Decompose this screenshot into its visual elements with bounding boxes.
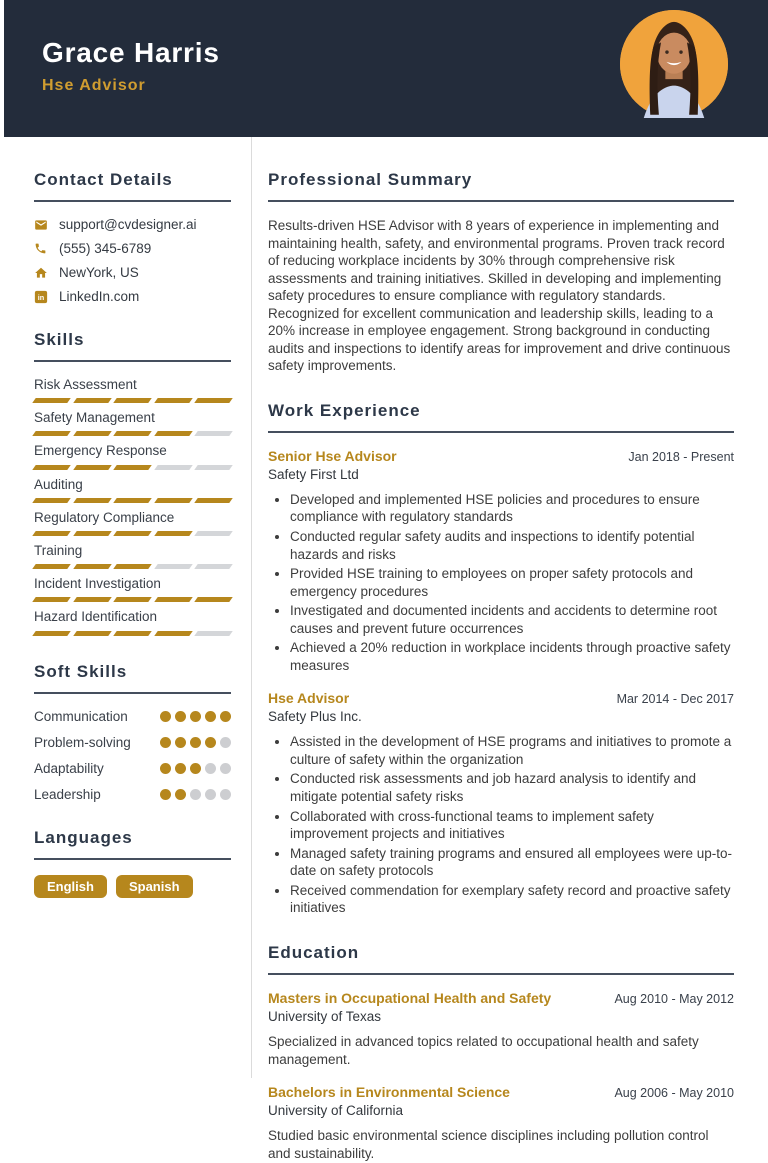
skill-item xyxy=(34,609,231,635)
header xyxy=(4,0,768,137)
soft-skill-label: Problem-solving xyxy=(34,734,131,750)
summary-text: Results-driven HSE Advisor with 8 years of experience in implementing and maintaining health, safety, and environmental programs. Proven track record of reducing workplace incidents by 30% through comprehensive risk assessments and training initiatives. Skilled in developing and implementing safety procedures to ensure compliance with regulatory standards. Recognized for excellent communication and leadership skills, leading to a 20% increase in employee engagement. Strong background in conducting audits and inspections to identify areas for improvement and drive continuous safety improvements. xyxy=(268,218,731,374)
skill-bar-segment xyxy=(154,431,192,436)
skill-bar-segment xyxy=(195,631,233,636)
languages-list xyxy=(34,875,231,898)
soft-skill-label: Leadership xyxy=(34,786,101,802)
skill-item xyxy=(34,377,231,403)
soft-skill-dot xyxy=(175,737,186,748)
education-header xyxy=(268,1084,734,1100)
school-name: University of Texas xyxy=(268,1008,382,1024)
job-bullets xyxy=(268,491,734,674)
skill-bar xyxy=(34,398,231,403)
skill-bar-segment xyxy=(154,597,192,602)
skill-bar-segment xyxy=(32,498,70,503)
job-bullets xyxy=(268,733,734,916)
education-description: Specialized in advanced topics related to occupational health and safety management. xyxy=(268,1033,699,1067)
soft-skill-dot xyxy=(205,763,216,774)
job-header xyxy=(268,448,734,464)
skill-item xyxy=(34,410,231,436)
contact-item-text: NewYork, US xyxy=(59,265,139,280)
job-entry xyxy=(268,690,734,916)
contact-item xyxy=(34,265,231,280)
soft-skill-label: Communication xyxy=(34,708,128,724)
linkedin-icon xyxy=(34,290,48,304)
person-name: Grace Harris xyxy=(42,37,220,68)
heading-divider xyxy=(34,692,231,694)
skill-bar-segment xyxy=(32,531,70,536)
soft-skill-dot xyxy=(190,737,201,748)
bullet-item: • Conducted regular safety audits and inspections to identify potential hazards and risks xyxy=(290,528,734,563)
skill-bar-segment xyxy=(195,398,233,403)
education-entry xyxy=(268,1084,734,1163)
education-section xyxy=(268,943,734,1163)
job-title: Hse Advisor xyxy=(268,690,350,707)
bullet-item: • Conducted risk assessments and job hazard analysis to identify and mitigate potential safety risks xyxy=(290,770,734,805)
svg-text:in: in xyxy=(37,292,45,302)
skill-label: Safety Management xyxy=(34,410,155,426)
soft-skill-dot xyxy=(190,763,201,774)
skill-bar-segment xyxy=(73,531,111,536)
contact-item-text[interactable]: support@cvdesigner.ai xyxy=(59,217,197,232)
skill-bar-segment xyxy=(32,465,70,470)
skill-label: Auditing xyxy=(34,476,83,492)
heading-divider xyxy=(34,858,231,860)
bullet-item: • Developed and implemented HSE policies and procedures to ensure compliance with regulatory standards xyxy=(290,491,734,526)
contact-section xyxy=(34,170,231,304)
contact-heading: Contact Details xyxy=(34,170,173,189)
home-icon xyxy=(34,266,48,280)
skill-bar-segment xyxy=(154,631,192,636)
education-list xyxy=(268,990,734,1163)
skill-bar-segment xyxy=(154,564,192,569)
skill-bar-segment xyxy=(195,597,233,602)
education-heading: Education xyxy=(268,942,360,962)
skill-item xyxy=(34,576,231,602)
summary-section xyxy=(268,170,734,375)
bullet-item: • Provided HSE training to employees on proper safety protocols and emergency procedures xyxy=(290,565,734,600)
soft-skill-dot xyxy=(175,711,186,722)
jobs-list xyxy=(268,448,734,917)
education-header xyxy=(268,990,734,1006)
job-title-company xyxy=(268,448,397,464)
bullet-item: • Managed safety training programs and ensured all employees were up-to-date on safety protocols xyxy=(290,845,734,880)
soft-skill-item xyxy=(34,761,231,776)
soft-skill-item xyxy=(34,709,231,724)
heading-divider xyxy=(268,431,734,433)
skill-bar-segment xyxy=(195,431,233,436)
skill-label: Incident Investigation xyxy=(34,576,161,592)
envelope-icon xyxy=(34,218,48,232)
skill-item xyxy=(34,510,231,536)
skill-label: Emergency Response xyxy=(34,443,167,459)
skill-bar-segment xyxy=(73,398,111,403)
bullet-item: • Investigated and documented incidents and accidents to determine root causes and prevent future occurrences xyxy=(290,602,734,637)
skill-bar-segment xyxy=(195,465,233,470)
job-title: Senior Hse Advisor xyxy=(268,447,397,464)
skills-section xyxy=(34,330,231,636)
soft-skill-dot xyxy=(175,763,186,774)
skill-label: Training xyxy=(34,542,83,558)
skills-list xyxy=(34,377,231,636)
soft-skill-dot xyxy=(160,789,171,800)
bullet-item: • Received commendation for exemplary safety record and proactive safety initiatives xyxy=(290,882,734,917)
skill-bar-segment xyxy=(113,531,151,536)
school-name: University of California xyxy=(268,1103,404,1119)
skill-bar-segment xyxy=(113,465,151,470)
job-dates: Mar 2014 - Dec 2017 xyxy=(616,692,734,707)
soft-skill-dots xyxy=(160,763,231,774)
experience-section xyxy=(268,401,734,917)
skill-bar-segment xyxy=(73,597,111,602)
soft-skill-dot xyxy=(220,763,231,774)
skill-bar-segment xyxy=(32,597,70,602)
skill-bar-segment xyxy=(154,398,192,403)
skill-bar-segment xyxy=(113,398,151,403)
skill-bar-segment xyxy=(113,564,151,569)
contact-item-text: (555) 345-6789 xyxy=(59,241,152,256)
skill-bar-segment xyxy=(195,531,233,536)
soft-skill-dot xyxy=(190,789,201,800)
skill-bar-segment xyxy=(195,498,233,503)
job-title-company xyxy=(268,690,349,706)
bullet-item: • Collaborated with cross-functional teams to implement safety improvement projects and initiatives xyxy=(290,808,734,843)
skill-bar-segment xyxy=(32,631,70,636)
languages-heading: Languages xyxy=(34,827,133,847)
skill-bar-segment xyxy=(73,498,111,503)
soft-skill-item xyxy=(34,735,231,750)
education-dates: Aug 2010 - May 2012 xyxy=(614,991,734,1006)
skill-bar-segment xyxy=(73,431,111,436)
soft-skills-section xyxy=(34,662,231,802)
contact-item xyxy=(34,241,231,256)
contact-item xyxy=(34,217,231,232)
contact-item xyxy=(34,289,231,304)
skill-item xyxy=(34,543,231,569)
phone-icon xyxy=(34,242,48,256)
skill-bar-segment xyxy=(195,564,233,569)
skill-bar-segment xyxy=(73,564,111,569)
soft-skills-heading: Soft Skills xyxy=(34,661,128,681)
skill-label: Hazard Identification xyxy=(34,609,158,625)
education-entry xyxy=(268,990,734,1069)
job-header xyxy=(268,690,734,706)
skill-bar-segment xyxy=(113,631,151,636)
soft-skill-dot xyxy=(160,763,171,774)
skill-bar-segment xyxy=(154,465,192,470)
skill-label: Regulatory Compliance xyxy=(34,509,175,525)
language-badge: Spanish xyxy=(116,875,193,898)
soft-skill-dot xyxy=(175,789,186,800)
soft-skill-item xyxy=(34,787,231,802)
soft-skill-dots xyxy=(160,737,231,748)
heading-divider xyxy=(34,360,231,362)
soft-skill-dots xyxy=(160,711,231,722)
soft-skill-label: Adaptability xyxy=(34,760,104,776)
skill-bar xyxy=(34,564,231,569)
soft-skill-dot xyxy=(220,737,231,748)
soft-skill-dot xyxy=(160,737,171,748)
skill-item xyxy=(34,477,231,503)
summary-heading: Professional Summary xyxy=(268,170,473,189)
skill-label: Risk Assessment xyxy=(34,377,137,392)
soft-skill-dot xyxy=(205,711,216,722)
skill-bar-segment xyxy=(154,498,192,503)
soft-skill-dot xyxy=(190,711,201,722)
heading-divider xyxy=(34,200,231,202)
skill-bar-segment xyxy=(113,431,151,436)
heading-divider xyxy=(268,200,734,202)
education-description: Studied basic environmental science disciplines including pollution control and sustainability. xyxy=(268,1128,709,1162)
heading-divider xyxy=(268,973,734,975)
job-company: Safety Plus Inc. xyxy=(268,709,362,725)
skill-bar-segment xyxy=(73,465,111,470)
person-job-title: Hse Advisor xyxy=(42,76,146,94)
degree-title: Masters in Occupational Health and Safety xyxy=(268,989,552,1006)
job-dates: Jan 2018 - Present xyxy=(628,449,734,464)
soft-skill-dots xyxy=(160,789,231,800)
experience-heading: Work Experience xyxy=(268,400,421,420)
bullet-item: • Achieved a 20% reduction in workplace incidents through proactive safety measures xyxy=(290,639,734,674)
language-badge: English xyxy=(34,875,107,898)
job-entry xyxy=(268,448,734,674)
main-column xyxy=(252,137,768,1162)
profile-photo-illustration xyxy=(620,10,728,118)
skill-bar xyxy=(34,531,231,536)
profile-photo xyxy=(620,10,728,118)
skill-bar xyxy=(34,498,231,503)
skill-bar-segment xyxy=(73,631,111,636)
soft-skill-dot xyxy=(205,789,216,800)
sidebar xyxy=(0,137,252,1078)
job-company: Safety First Ltd xyxy=(268,466,359,482)
bullet-item: • Assisted in the development of HSE programs and initiatives to promote a culture of safety within the organization xyxy=(290,733,734,768)
skill-bar-segment xyxy=(113,498,151,503)
degree-title: Bachelors in Environmental Science xyxy=(268,1084,510,1101)
contact-list xyxy=(34,217,231,304)
skill-bar-segment xyxy=(154,531,192,536)
soft-skill-dot xyxy=(160,711,171,722)
skill-bar-segment xyxy=(32,564,70,569)
contact-item-text[interactable]: LinkedIn.com xyxy=(59,289,140,304)
soft-skills-list xyxy=(34,709,231,802)
skill-bar-segment xyxy=(113,597,151,602)
skill-bar xyxy=(34,431,231,436)
skill-bar-segment xyxy=(32,398,70,403)
languages-section xyxy=(34,828,231,898)
skill-bar xyxy=(34,631,231,636)
soft-skill-dot xyxy=(220,711,231,722)
skill-bar xyxy=(34,465,231,470)
skill-item xyxy=(34,443,231,469)
education-dates: Aug 2006 - May 2010 xyxy=(614,1086,734,1101)
skill-bar xyxy=(34,597,231,602)
soft-skill-dot xyxy=(205,737,216,748)
skill-bar-segment xyxy=(32,431,70,436)
soft-skill-dot xyxy=(220,789,231,800)
skills-heading: Skills xyxy=(34,330,85,349)
